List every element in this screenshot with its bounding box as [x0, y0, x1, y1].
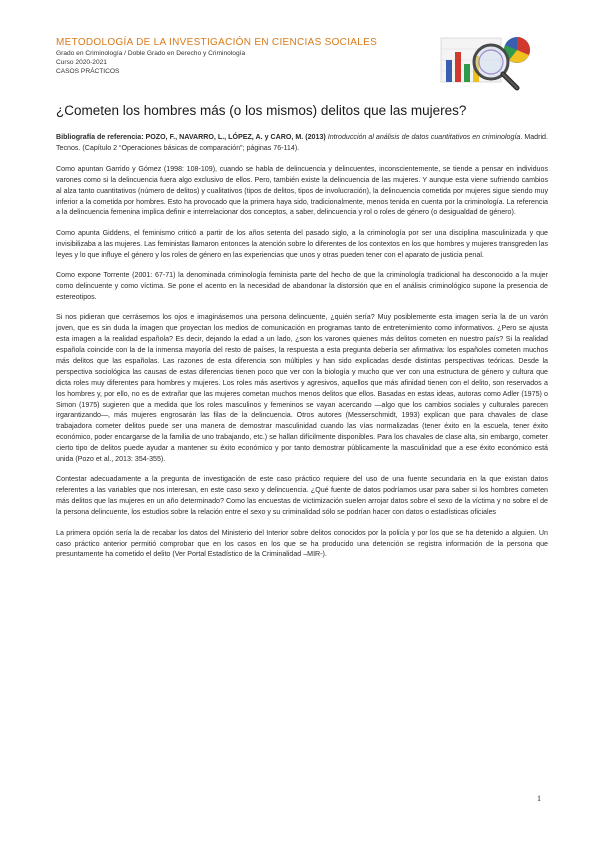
paragraph: Como apuntan Garrido y Gómez (1998: 108-109), cuando se habla de delincuencia y delincuentes, inconscientemente, se tiende a pensar en individuos varones como si la delincuencia fuera algo exclusivo de ellos. Pero, también existe la delincuencia de las mujeres. Y aunque esta viene sufriendo cambios al alza tanto cuantitativos (número de delitos) y cualitativos (tipos de delitos, tipos de involucración), la delincuencia cometida por mujeres sigue siendo muy inferior a la cometida por hombres. Esto ha provocado que la primera haya sido, tradicionalmente, menos tenida en cuenta por la criminología. La referencia a la delincuencia femenina implica definir e interrelacionar dos conceptos, a saber, delincuencia y rol o roles de género (o desigualdad de género).	[56, 164, 548, 217]
paragraph: Si nos pidieran que cerrásemos los ojos e imaginásemos una persona delincuente, ¿quién sería? Muy posiblemente esta imagen sería la de un varón joven, que es sin duda la imagen que proyectan los medios de comunicación en programas tanto de entretenimiento como informativos. ¿Pero se ajusta esta imagen a la realidad española? Es decir, dejando la edad a un lado, ¿son los varones quienes más delitos cometen en nuestro país? Si la realidad española coincide con la de la inmensa mayoría del resto de países, la respuesta a esta pregunta debería ser afirmativa: los españoles cometen muchos más delitos que las españolas. Las razones de esta diferencia son múltiples y han sido explicadas desde distintas perspectivas teóricas. Desde la perspectiva sociológica las causas de estas diferencias tienen poco que ver con la biología y mucho que ver con una estructura de género y cultura que dicta roles muy diferentes para hombres y mujeres. Los roles más asertivos y agresivos, aquellos que más afinidad tienen con el delito, son reservados a los hombres y, por ello, no es de extrañar que las mujeres cometan muchos menos delitos que ellos. Basadas en estas ideas, autoras como Adler (1975) o Simon (1975) sugieren que a medida que los roles masculinos y femeninos se vayan acercando —algo que los cambios sociales y culturales parecen irgarantizando—, más mujeres engrosarán las filas de la delincuencia. Otros autores (Messerschmidt, 1993) explican que para chavales de clase trabajadora cometer delitos puede ser una manera de demostrar masculinidad cuando las vías normalizadas (tener éxito en la escuela, tener éxito económico, poder encargarse de la familia de uno trabajando, etc.) se hallan difícilmente disponibles. Para los chavales de clase alta, sin embargo, cometer cierto tipo de delitos puede ayudar a mantener su éxito económico y por tanto demostrar públicamente la masculinidad que a ese éxito económico está unida (Pozo et al., 2013: 354-355).	[56, 313, 548, 464]
document-header	[56, 37, 386, 76]
paragraph: Como apunta Giddens, el feminismo criticó a partir de los años setenta del pasado siglo, a la criminología por ser una disciplina masculinizada y que invisibilizaba a las mujeres. Las feministas llamaron entonces la atención sobre lo diferentes de los contextos en los que hombres y mujeres transgreden las leyes y lo que influye el género y los roles de género en las experiencias que unos y otras pueden tener con el aparato de justicia penal.	[56, 228, 548, 259]
reference-details: . Madrid. Tecnos. (Capítulo 2 “Operaciones básicas de comparación”; páginas 76-114).	[56, 133, 548, 152]
paragraph: Como expone Torrente (2001: 67-71) la denominada criminología feminista parte del hecho de que la criminología tradicional ha desconocido a la mujer como delincuente y como víctima. Se pone el acento en la necesidad de abandonar la distorsión que en el análisis criminológico supone la presencia de estereotipos.	[56, 271, 548, 301]
section-label: CASOS PRÁCTICOS	[56, 68, 120, 75]
page-title: ¿Cometen los hombres más (o los mismos) delitos que las mujeres?	[56, 103, 467, 118]
course-title: METODOLOGÍA DE LA INVESTIGACIÓN EN CIENCIAS SOCIALES	[56, 37, 378, 48]
reference-label: Bibliografía de referencia: POZO, F., NAVARRO, L., LÓPEZ, A. y CARO, M. (2013)	[56, 133, 326, 141]
paragraph: La primera opción sería la de recabar los datos del Ministerio del Interior sobre delitos conocidos por la policía y por los que se ha detenido a alguien. Un caso práctico anterior permitió comprobar que en los casos en los que se ha producido una detención se registra información de la persona que presuntamente ha cometido el delito (Ver Portal Estadístico de la Criminalidad –MIR-).	[56, 528, 548, 559]
paragraph: Contestar adecuadamente a la pregunta de investigación de este caso práctico requiere del uso de una fuente secundaria en la que existan datos referentes a las variables que nos interesan, en este caso sexo y delincuencia. ¿Qué fuente de datos podríamos usar para saber si los hombres cometen más delitos que las mujeres en un año determinado? Como las encuestas de victimización suelen arrojar datos sobre el sexo de la víctima y no sobre el de la persona delincuente, los estudios sobre la relación entre el sexo y su criminalidad sólo se podrían hacer con datos o estadísticas oficiales	[56, 475, 548, 517]
magnifying-glass-over-charts-icon	[437, 30, 545, 92]
reference-book-title: Introducción al análisis de datos cuantitativos en criminología	[327, 133, 521, 141]
degree-line: Grado en Criminología / Doble Grado en Derecho y Criminología	[56, 50, 246, 57]
course-year: Curso 2020-2021	[56, 59, 107, 66]
document-body	[56, 132, 548, 570]
bibliographic-reference	[56, 132, 548, 154]
page-number: 1	[537, 794, 541, 803]
